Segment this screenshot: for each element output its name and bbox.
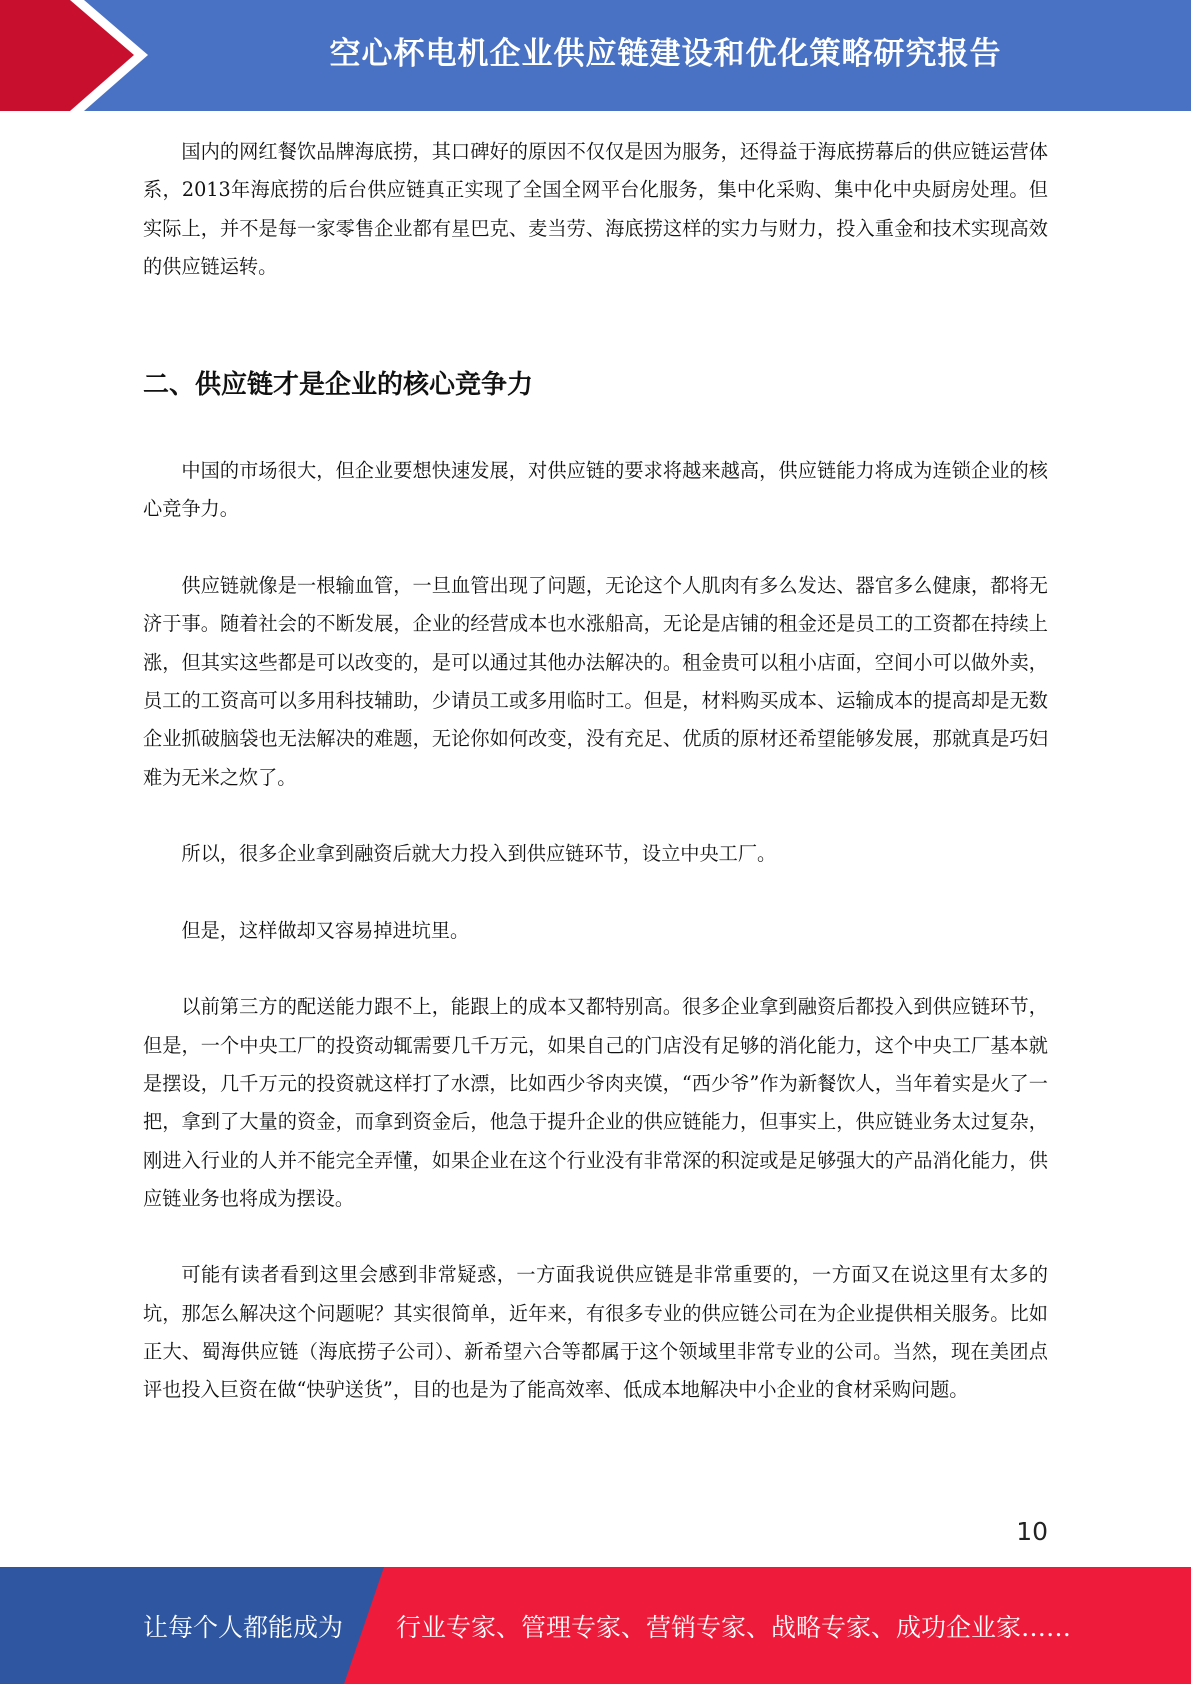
page-number: 10 — [1016, 1517, 1048, 1546]
body-paragraph: 中国的市场很大，但企业要想快速发展，对供应链的要求将越来越高，供应链能力将成为连锁企业的核心竞争力。 — [143, 459, 1048, 521]
body-paragraph: 所以，很多企业拿到融资后就大力投入到供应链环节，设立中央工厂。 — [181, 842, 777, 866]
page-body — [143, 133, 1048, 1410]
document-title: 空心杯电机企业供应链建设和优化策略研究报告 — [329, 35, 1002, 72]
body-paragraph: 供应链就像是一根输血管，一旦血管出现了问题，无论这个人肌肉有多么发达、器官多么健康，都将无济于事。随着社会的不断发展，企业的经营成本也水涨船高，无论是店铺的租金还是员工的工资都在持续上涨，但其实这些都是可以改变的，是可以通过其他办法解决的。租金贵可以租小店面，空间小可以做外卖，员工的工资高可以多用科技辅助，少请员工或多用临时工。但是，材料购买成本、运输成本的提高却是无数企业抓破脑袋也无法解决的难题，无论你如何改变，没有充足、优质的原材还希望能够发展，那就真是巧妇难为无米之炊了。 — [143, 574, 1048, 789]
footer-slogan-left: 让每个人都能成为 — [143, 1612, 344, 1642]
body-paragraph: 以前第三方的配送能力跟不上，能跟上的成本又都特别高。很多企业拿到融资后都投入到供应链环节，但是，一个中央工厂的投资动辄需要几千万元，如果自己的门店没有足够的消化能力，这个中央工厂基本就是摆设，几千万元的投资就这样打了水漂，比如西少爷肉夹馍，“西少爷”作为新餐饮人，当年着实是火了一把，拿到了大量的资金，而拿到资金后，他急于提升企业的供应链能力，但事实上，供应链业务太过复杂，刚进入行业的人并不能完全弄懂，如果企业在这个行业没有非常深的积淀或是足够强大的产品消化能力，供应链业务也将成为摆设。 — [143, 995, 1048, 1210]
page-footer — [0, 1567, 1191, 1684]
footer-slogan-right: 行业专家、管理专家、营销专家、战略专家、成功企业家…… — [396, 1612, 1072, 1642]
body-paragraph: 可能有读者看到这里会感到非常疑惑，一方面我说供应链是非常重要的，一方面又在说这里有太多的坑，那怎么解决这个问题呢？其实很简单，近年来，有很多专业的供应链公司在为企业提供相关服务。比如正大、蜀海供应链（海底捞子公司）、新希望六合等都属于这个领域里非常专业的公司。当然，现在美团点评也投入巨资在做“快驴送货”，目的也是为了能高效率、低成本地解决中小企业的食材采购问题。 — [143, 1263, 1048, 1402]
section-heading: 二、供应链才是企业的核心竞争力 — [143, 370, 534, 401]
body-paragraph: 但是，这样做却又容易掉进坑里。 — [181, 918, 470, 942]
intro-paragraph: 国内的网红餐饮品牌海底捞，其口碑好的原因不仅仅是因为服务，还得益于海底捞幕后的供应链运营体系，2013年海底捞的后台供应链真正实现了全国全网平台化服务，集中化采购、集中化中央厨房处理。但实际上，并不是每一家零售企业都有星巴克、麦当劳、海底捞这样的实力与财力，投入重金和技术实现高效的供应链运转。 — [143, 140, 1048, 278]
page-header — [0, 0, 1191, 111]
